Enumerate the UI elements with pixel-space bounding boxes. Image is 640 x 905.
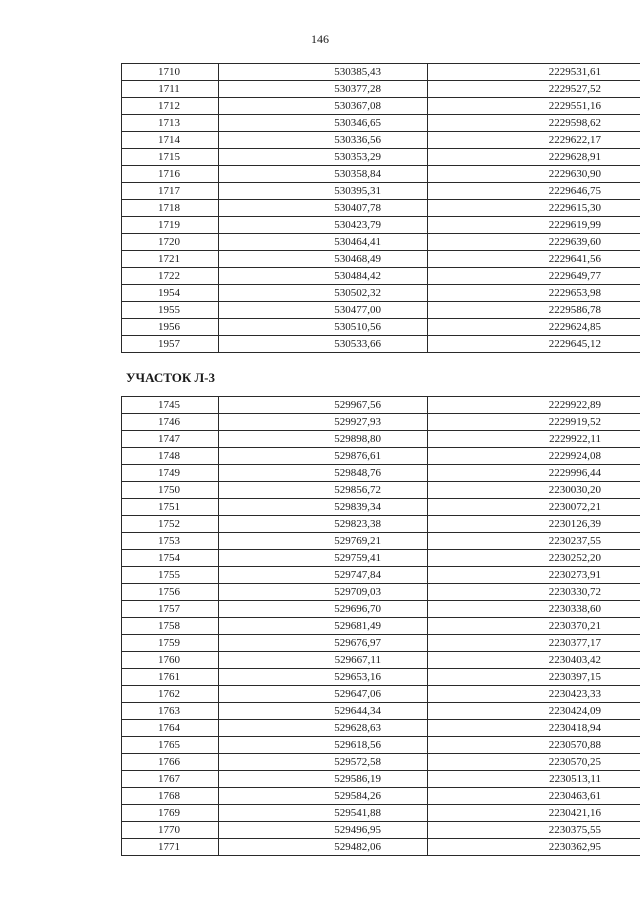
x-coordinate-cell: 529839,34 — [219, 499, 428, 516]
x-coordinate-cell: 529676,97 — [219, 635, 428, 652]
coordinates-table-1 — [121, 63, 640, 353]
x-coordinate-cell: 529667,11 — [219, 652, 428, 669]
point-number-cell: 1767 — [122, 771, 219, 788]
point-number-cell: 1771 — [122, 839, 219, 856]
y-coordinate-cell: 2230421,16 — [428, 805, 640, 822]
point-number-cell: 1712 — [122, 98, 219, 115]
x-coordinate-cell: 529584,26 — [219, 788, 428, 805]
point-number-cell: 1758 — [122, 618, 219, 635]
point-number-cell: 1770 — [122, 822, 219, 839]
x-coordinate-cell: 529967,56 — [219, 397, 428, 414]
point-number-cell: 1957 — [122, 336, 219, 353]
x-coordinate-cell: 529898,80 — [219, 431, 428, 448]
y-coordinate-cell: 2229551,16 — [428, 98, 640, 115]
point-number-cell: 1718 — [122, 200, 219, 217]
y-coordinate-cell: 2230424,09 — [428, 703, 640, 720]
point-number-cell: 1754 — [122, 550, 219, 567]
x-coordinate-cell: 530484,42 — [219, 268, 428, 285]
y-coordinate-cell: 2230423,33 — [428, 686, 640, 703]
table-row — [122, 98, 640, 115]
point-number-cell: 1717 — [122, 183, 219, 200]
table-row — [122, 234, 640, 251]
y-coordinate-cell: 2229586,78 — [428, 302, 640, 319]
x-coordinate-cell: 530395,31 — [219, 183, 428, 200]
table-row — [122, 414, 640, 431]
page-number: 146 — [311, 32, 329, 46]
table-row — [122, 839, 640, 856]
point-number-cell: 1954 — [122, 285, 219, 302]
y-coordinate-cell: 2229622,17 — [428, 132, 640, 149]
table-row — [122, 669, 640, 686]
table-row — [122, 499, 640, 516]
table-row — [122, 601, 640, 618]
table-row — [122, 788, 640, 805]
table-row — [122, 285, 640, 302]
y-coordinate-cell: 2229531,61 — [428, 64, 640, 81]
y-coordinate-cell: 2229646,75 — [428, 183, 640, 200]
x-coordinate-cell: 529927,93 — [219, 414, 428, 431]
x-coordinate-cell: 530353,29 — [219, 149, 428, 166]
y-coordinate-cell: 2230273,91 — [428, 567, 640, 584]
point-number-cell: 1719 — [122, 217, 219, 234]
y-coordinate-cell: 2230370,21 — [428, 618, 640, 635]
x-coordinate-cell: 529541,88 — [219, 805, 428, 822]
table-row — [122, 217, 640, 234]
point-number-cell: 1720 — [122, 234, 219, 251]
y-coordinate-cell: 2229924,08 — [428, 448, 640, 465]
coordinates-table-2 — [121, 396, 640, 856]
x-coordinate-cell: 529848,76 — [219, 465, 428, 482]
y-coordinate-cell: 2229624,85 — [428, 319, 640, 336]
y-coordinate-cell: 2230252,20 — [428, 550, 640, 567]
y-coordinate-cell: 2230330,72 — [428, 584, 640, 601]
x-coordinate-cell: 529482,06 — [219, 839, 428, 856]
point-number-cell: 1757 — [122, 601, 219, 618]
point-number-cell: 1715 — [122, 149, 219, 166]
y-coordinate-cell: 2229619,99 — [428, 217, 640, 234]
y-coordinate-cell: 2230375,55 — [428, 822, 640, 839]
point-number-cell: 1765 — [122, 737, 219, 754]
y-coordinate-cell: 2230377,17 — [428, 635, 640, 652]
y-coordinate-cell: 2230338,60 — [428, 601, 640, 618]
x-coordinate-cell: 529696,70 — [219, 601, 428, 618]
table-row — [122, 686, 640, 703]
y-coordinate-cell: 2230463,61 — [428, 788, 640, 805]
y-coordinate-cell: 2230397,15 — [428, 669, 640, 686]
y-coordinate-cell: 2230513,11 — [428, 771, 640, 788]
point-number-cell: 1956 — [122, 319, 219, 336]
x-coordinate-cell: 530346,65 — [219, 115, 428, 132]
point-number-cell: 1745 — [122, 397, 219, 414]
x-coordinate-cell: 529653,16 — [219, 669, 428, 686]
table-row — [122, 251, 640, 268]
point-number-cell: 1769 — [122, 805, 219, 822]
y-coordinate-cell: 2230030,20 — [428, 482, 640, 499]
x-coordinate-cell: 529709,03 — [219, 584, 428, 601]
x-coordinate-cell: 529628,63 — [219, 720, 428, 737]
y-coordinate-cell: 2230237,55 — [428, 533, 640, 550]
x-coordinate-cell: 530407,78 — [219, 200, 428, 217]
point-number-cell: 1711 — [122, 81, 219, 98]
x-coordinate-cell: 529769,21 — [219, 533, 428, 550]
point-number-cell: 1756 — [122, 584, 219, 601]
x-coordinate-cell: 530533,66 — [219, 336, 428, 353]
y-coordinate-cell: 2229919,52 — [428, 414, 640, 431]
x-coordinate-cell: 530358,84 — [219, 166, 428, 183]
table-row — [122, 132, 640, 149]
table-row — [122, 584, 640, 601]
y-coordinate-cell: 2230362,95 — [428, 839, 640, 856]
point-number-cell: 1746 — [122, 414, 219, 431]
table-row — [122, 268, 640, 285]
point-number-cell: 1748 — [122, 448, 219, 465]
table-row — [122, 618, 640, 635]
x-coordinate-cell: 530423,79 — [219, 217, 428, 234]
y-coordinate-cell: 2229645,12 — [428, 336, 640, 353]
point-number-cell: 1766 — [122, 754, 219, 771]
y-coordinate-cell: 2229598,62 — [428, 115, 640, 132]
point-number-cell: 1763 — [122, 703, 219, 720]
x-coordinate-cell: 529586,19 — [219, 771, 428, 788]
table-row — [122, 754, 640, 771]
x-coordinate-cell: 530367,08 — [219, 98, 428, 115]
table-row — [122, 465, 640, 482]
table-row — [122, 720, 640, 737]
table-row — [122, 81, 640, 98]
y-coordinate-cell: 2230126,39 — [428, 516, 640, 533]
point-number-cell: 1721 — [122, 251, 219, 268]
x-coordinate-cell: 530502,32 — [219, 285, 428, 302]
table-row — [122, 652, 640, 669]
y-coordinate-cell: 2230072,21 — [428, 499, 640, 516]
x-coordinate-cell: 530336,56 — [219, 132, 428, 149]
y-coordinate-cell: 2229996,44 — [428, 465, 640, 482]
x-coordinate-cell: 529856,72 — [219, 482, 428, 499]
table-row — [122, 200, 640, 217]
x-coordinate-cell: 530385,43 — [219, 64, 428, 81]
point-number-cell: 1722 — [122, 268, 219, 285]
y-coordinate-cell: 2230418,94 — [428, 720, 640, 737]
x-coordinate-cell: 529876,61 — [219, 448, 428, 465]
table-row — [122, 771, 640, 788]
y-coordinate-cell: 2229630,90 — [428, 166, 640, 183]
y-coordinate-cell: 2230403,42 — [428, 652, 640, 669]
table-row — [122, 397, 640, 414]
table-row — [122, 149, 640, 166]
x-coordinate-cell: 529618,56 — [219, 737, 428, 754]
point-number-cell: 1713 — [122, 115, 219, 132]
table-row — [122, 336, 640, 353]
section-title: УЧАСТОК Л-3 — [126, 370, 216, 385]
table-row — [122, 166, 640, 183]
table-row — [122, 567, 640, 584]
table-row — [122, 805, 640, 822]
table-row — [122, 822, 640, 839]
point-number-cell: 1755 — [122, 567, 219, 584]
table-row — [122, 302, 640, 319]
x-coordinate-cell: 530377,28 — [219, 81, 428, 98]
x-coordinate-cell: 529647,06 — [219, 686, 428, 703]
point-number-cell: 1764 — [122, 720, 219, 737]
y-coordinate-cell: 2229649,77 — [428, 268, 640, 285]
y-coordinate-cell: 2229922,11 — [428, 431, 640, 448]
table-row — [122, 431, 640, 448]
point-number-cell: 1716 — [122, 166, 219, 183]
y-coordinate-cell: 2229527,52 — [428, 81, 640, 98]
x-coordinate-cell: 530464,41 — [219, 234, 428, 251]
point-number-cell: 1751 — [122, 499, 219, 516]
x-coordinate-cell: 529823,38 — [219, 516, 428, 533]
point-number-cell: 1749 — [122, 465, 219, 482]
y-coordinate-cell: 2229639,60 — [428, 234, 640, 251]
table-row — [122, 737, 640, 754]
table-row — [122, 183, 640, 200]
point-number-cell: 1759 — [122, 635, 219, 652]
x-coordinate-cell: 529759,41 — [219, 550, 428, 567]
x-coordinate-cell: 529572,58 — [219, 754, 428, 771]
point-number-cell: 1750 — [122, 482, 219, 499]
x-coordinate-cell: 530510,56 — [219, 319, 428, 336]
point-number-cell: 1762 — [122, 686, 219, 703]
x-coordinate-cell: 529747,84 — [219, 567, 428, 584]
table-row — [122, 482, 640, 499]
x-coordinate-cell: 529681,49 — [219, 618, 428, 635]
table-row — [122, 516, 640, 533]
table-row — [122, 703, 640, 720]
x-coordinate-cell: 529644,34 — [219, 703, 428, 720]
point-number-cell: 1753 — [122, 533, 219, 550]
table-row — [122, 64, 640, 81]
y-coordinate-cell: 2230570,88 — [428, 737, 640, 754]
y-coordinate-cell: 2229922,89 — [428, 397, 640, 414]
x-coordinate-cell: 530477,00 — [219, 302, 428, 319]
point-number-cell: 1714 — [122, 132, 219, 149]
point-number-cell: 1761 — [122, 669, 219, 686]
y-coordinate-cell: 2229615,30 — [428, 200, 640, 217]
point-number-cell: 1768 — [122, 788, 219, 805]
table-row — [122, 635, 640, 652]
point-number-cell: 1760 — [122, 652, 219, 669]
table-row — [122, 448, 640, 465]
point-number-cell: 1747 — [122, 431, 219, 448]
x-coordinate-cell: 529496,95 — [219, 822, 428, 839]
table-row — [122, 115, 640, 132]
y-coordinate-cell: 2229641,56 — [428, 251, 640, 268]
table-row — [122, 319, 640, 336]
table-row — [122, 533, 640, 550]
point-number-cell: 1752 — [122, 516, 219, 533]
point-number-cell: 1710 — [122, 64, 219, 81]
y-coordinate-cell: 2229653,98 — [428, 285, 640, 302]
point-number-cell: 1955 — [122, 302, 219, 319]
x-coordinate-cell: 530468,49 — [219, 251, 428, 268]
y-coordinate-cell: 2230570,25 — [428, 754, 640, 771]
y-coordinate-cell: 2229628,91 — [428, 149, 640, 166]
table-row — [122, 550, 640, 567]
